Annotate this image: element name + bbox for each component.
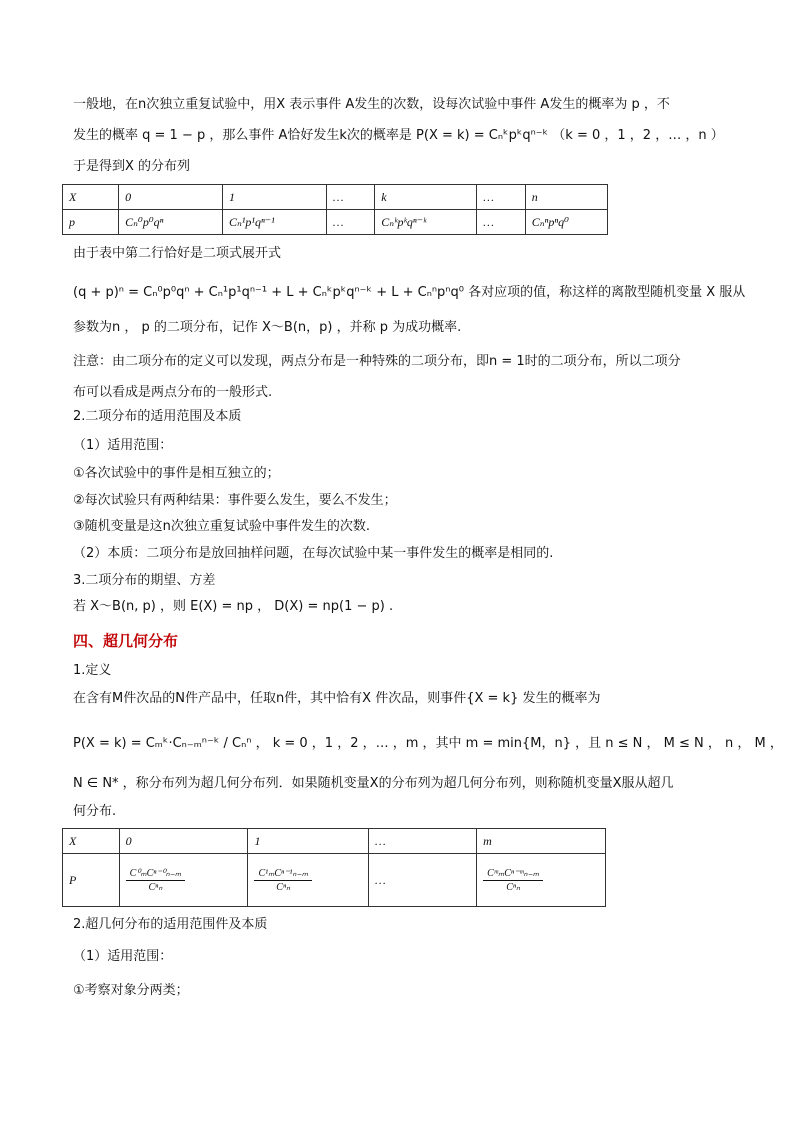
table-cell: Cₙᵏpᵏqⁿ⁻ᵏ [375,210,477,235]
section-title-binomial-scope: 2.二项分布的适用范围及本质 [73,409,242,424]
fraction-numerator: CᵐₘCⁿ⁻ᵐₙ₋ₘ [483,867,543,881]
table-cell: Cₙⁿpⁿq⁰ [525,210,607,235]
table-row [63,829,606,854]
paragraph-binomial-expansion-intro: 由于表中第二行恰好是二项式展开式 [73,246,282,261]
binomial-distribution-table [62,184,608,235]
table-cell: … [326,210,374,235]
fraction [483,867,543,894]
list-item: ①各次试验中的事件是相互独立的； [73,466,280,481]
table-cell: X [63,185,119,210]
table-cell: p [63,210,119,235]
fraction-denominator: Cⁿₙ [276,881,291,893]
table-cell: P [63,854,120,907]
table-cell: m [477,829,606,854]
paragraph-expectation-formula: 若 X～B(n, p) ，则 E(X) = np ， D(X) = np(1 − p) . [73,599,394,614]
table-cell: … [477,185,525,210]
list-item: ②每次试验只有两种结果：事件要么发生，要么不发生； [73,493,397,508]
subsection-essence: （2）本质：二项分布是放回抽样问题，在每次试验中某一事件发生的概率是相同的. [73,546,554,561]
paragraph-note-2: 布可以看成是两点分布的一般形式. [73,385,273,400]
paragraph-hypergeometric-formula: P(X = k) = Cₘᵏ·Cₙ₋ₘⁿ⁻ᵏ / Cₙⁿ ， k = 0 ，1 ，2 ，… ，m ，其中 m = min{M，n} ，且 n ≤ N ， M ≤ N ， n ， M ， [73,736,783,751]
paragraph-binomial-expansion: (q + p)ⁿ = Cₙ⁰p⁰qⁿ + Cₙ¹p¹qⁿ⁻¹ + L + Cₙᵏpᵏqⁿ⁻ᵏ + L + Cₙⁿpⁿq⁰ 各对应项的值，称这样的离散型随机变量 X 服从 [73,285,746,300]
paragraph-hypergeometric-intro: 在含有M件次品的N件产品中，任取n件，其中恰有X 件次品，则事件{X = k} 发生的概率为 [73,691,601,706]
fraction [126,867,186,894]
hypergeometric-distribution-table [62,828,606,907]
fraction-denominator: Cⁿₙ [148,881,163,893]
section-title-definition: 1.定义 [73,663,112,678]
list-item: ③随机变量是这n次独立重复试验中事件发生的次数. [73,519,371,534]
paragraph-binomial-intro-1: 一般地，在n次独立重复试验中，用X 表示事件 A发生的次数，设每次试验中事件 A发生的概率为 p ，不 [73,97,670,112]
fraction-numerator: C⁰ₘCⁿ⁻⁰ₙ₋ₘ [126,867,186,881]
paragraph-hypergeometric-definition-1: N ∈ N* ，称分布列为超几何分布列．如果随机变量X的分布列为超几何分布列，则称随机变量X服从超几 [73,776,674,791]
table-cell: 1 [248,829,369,854]
paragraph-binomial-intro-2: 发生的概率 q = 1 − p ，那么事件 A恰好发生k次的概率是 P(X = k) = Cₙᵏpᵏqⁿ⁻ᵏ （k = 0 ，1 ，2 ，… ，n ） [73,128,724,143]
fraction-denominator: Cⁿₙ [506,881,520,893]
section-title-hypergeometric-scope: 2.超几何分布的适用范围件及本质 [73,917,268,932]
table-cell: k [375,185,477,210]
table-cell: Cₙ⁰p⁰qⁿ [119,210,223,235]
paragraph-distribution-list-intro: 于是得到X 的分布列 [73,159,191,174]
table-cell: n [525,185,607,210]
section-heading-hypergeometric: 四、超几何分布 [73,632,179,650]
table-cell: … [477,210,525,235]
paragraph-note-1: 注意：由二项分布的定义可以发现，两点分布是一种特殊的二项分布，即n = 1时的二项分布，所以二项分 [73,354,681,369]
table-row [63,210,608,235]
table-row [63,185,608,210]
table-cell: 0 [119,829,248,854]
table-cell: Cₙ¹p¹qⁿ⁻¹ [222,210,326,235]
fraction [254,867,312,894]
table-cell [248,854,369,907]
table-row [63,854,606,907]
table-cell: X [63,829,120,854]
table-cell [119,854,248,907]
table-cell: … [326,185,374,210]
table-cell [477,854,606,907]
table-cell: … [368,854,476,907]
table-cell: 0 [119,185,223,210]
table-cell: 1 [222,185,326,210]
subsection-scope: （1）适用范围： [73,949,173,964]
list-item: ①考察对象分两类； [73,983,189,998]
subsection-scope: （1）适用范围： [73,438,173,453]
table-cell: … [368,829,476,854]
fraction-numerator: C¹ₘCⁿ⁻¹ₙ₋ₘ [254,867,312,881]
paragraph-binomial-definition: 参数为n ， p 的二项分布，记作 X～B(n，p) ，并称 p 为成功概率. [73,320,462,335]
paragraph-hypergeometric-definition-2: 何分布. [73,804,117,819]
section-title-expectation: 3.二项分布的期望、方差 [73,573,216,588]
